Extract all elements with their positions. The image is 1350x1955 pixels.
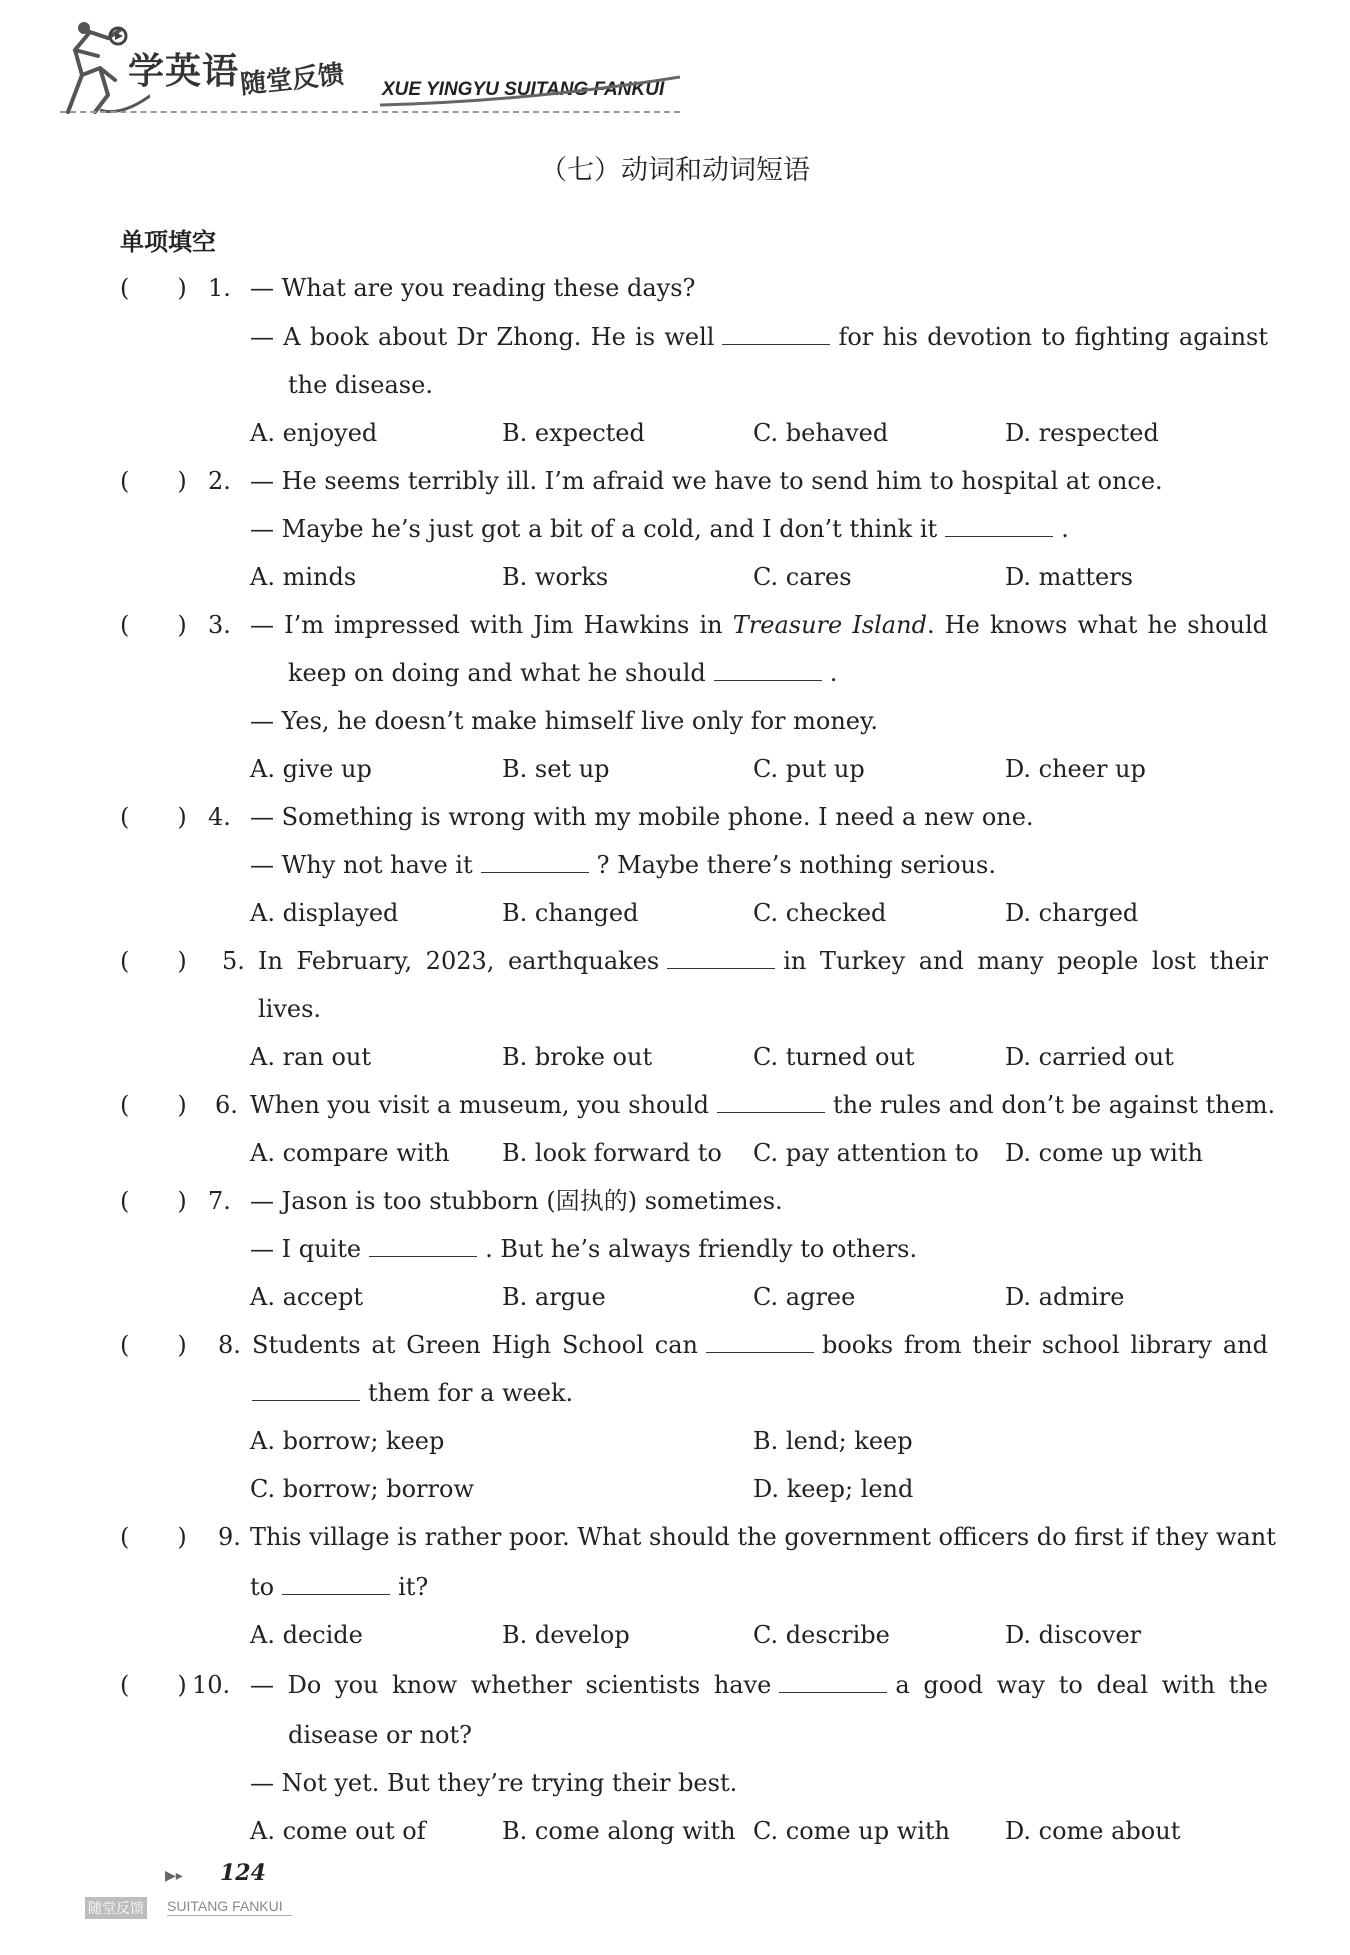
option-b[interactable]: B. lend; keep: [753, 1427, 913, 1455]
option-b[interactable]: B. works: [502, 563, 609, 591]
brand-title: 学英语: [128, 51, 240, 92]
question-text: — What are you reading these days?: [250, 274, 696, 302]
footer-rule: [167, 1915, 292, 1916]
question-text: — Do you know whether scientists have a good way to deal with the: [250, 1671, 1269, 1699]
option-b[interactable]: B. expected: [502, 419, 645, 447]
option-d[interactable]: D. cheer up: [1005, 755, 1146, 783]
option-a[interactable]: A. come out of: [250, 1817, 426, 1845]
option-c[interactable]: C. turned out: [753, 1043, 915, 1071]
option-c[interactable]: C. borrow; borrow: [250, 1475, 474, 1503]
option-d[interactable]: D. admire: [1005, 1283, 1125, 1311]
question-number: 6.: [215, 1091, 238, 1119]
brand-pinyin: XUE YINGYU SUITANG FANKUI: [382, 79, 665, 100]
option-c[interactable]: C. cares: [753, 563, 852, 591]
question-text: the disease.: [288, 371, 433, 399]
option-a[interactable]: A. minds: [250, 563, 357, 591]
question-number: 5.: [222, 947, 245, 975]
question-text: Students at Green High School can books from their school library and: [252, 1331, 1268, 1359]
answer-bracket[interactable]: ( ): [120, 467, 187, 495]
option-c[interactable]: C. checked: [753, 899, 887, 927]
page-footer: [85, 1860, 335, 1920]
header-divider: [60, 111, 680, 113]
option-c[interactable]: C. agree: [753, 1283, 856, 1311]
question-text: lives.: [258, 995, 322, 1023]
option-a[interactable]: A. displayed: [250, 899, 399, 927]
answer-bracket[interactable]: ( ): [120, 274, 187, 302]
question-number: 10.: [192, 1671, 231, 1699]
answer-bracket[interactable]: ( ): [120, 803, 187, 831]
answer-blank[interactable]: [706, 1330, 814, 1353]
option-d[interactable]: D. come about: [1005, 1817, 1181, 1845]
answer-bracket[interactable]: ( ): [120, 1187, 187, 1215]
option-a[interactable]: A. enjoyed: [250, 419, 378, 447]
question-text: This village is rather poor. What should the government officers do first if they want: [250, 1523, 1276, 1551]
question-text: — Maybe he’s just got a bit of a cold, and I don’t think it .: [250, 515, 1069, 543]
answer-blank[interactable]: [252, 1378, 360, 1401]
question-text: disease or not?: [288, 1721, 472, 1749]
option-c[interactable]: C. behaved: [753, 419, 889, 447]
question-number: 7.: [208, 1187, 231, 1215]
option-b[interactable]: B. set up: [502, 755, 610, 783]
question-text: — Yes, he doesn’t make himself live only for money.: [250, 707, 878, 735]
swoosh-decoration: [380, 71, 680, 111]
option-a[interactable]: A. accept: [250, 1283, 363, 1311]
book-title: Treasure Island: [732, 611, 927, 639]
option-d[interactable]: D. keep; lend: [753, 1475, 914, 1503]
question-text: In February, 2023, earthquakes in Turkey and many people lost their: [258, 947, 1268, 975]
option-d[interactable]: D. carried out: [1005, 1043, 1174, 1071]
answer-blank[interactable]: [714, 658, 822, 681]
option-d[interactable]: D. charged: [1005, 899, 1139, 927]
answer-bracket[interactable]: ( ): [120, 611, 187, 639]
question-number: 8.: [218, 1331, 241, 1359]
section-heading: 单项填空: [120, 228, 216, 256]
question-number: 3.: [208, 611, 231, 639]
question-text: — I’m impressed with Jim Hawkins in Treasure Island. He knows what he should: [250, 611, 1269, 639]
answer-blank[interactable]: [779, 1670, 887, 1693]
question-text: keep on doing and what he should .: [288, 659, 838, 687]
footer-label: 随堂反馈: [85, 1897, 147, 1919]
option-d[interactable]: D. discover: [1005, 1621, 1142, 1649]
question-number: 4.: [208, 803, 231, 831]
option-b[interactable]: B. develop: [502, 1621, 630, 1649]
answer-blank[interactable]: [667, 946, 775, 969]
option-b[interactable]: B. changed: [502, 899, 639, 927]
option-a[interactable]: A. ran out: [250, 1043, 372, 1071]
option-a[interactable]: A. give up: [250, 755, 372, 783]
question-text: — Something is wrong with my mobile phone. I need a new one.: [250, 803, 1034, 831]
option-c[interactable]: C. describe: [753, 1621, 890, 1649]
page-title: （七）动词和动词短语: [540, 155, 810, 186]
question-text: — I quite . But he’s always friendly to others.: [250, 1235, 918, 1263]
option-b[interactable]: B. argue: [502, 1283, 606, 1311]
option-b[interactable]: B. broke out: [502, 1043, 653, 1071]
option-b[interactable]: B. look forward to: [502, 1139, 722, 1167]
question-text: to it?: [250, 1573, 429, 1601]
answer-bracket[interactable]: ( ): [120, 1091, 187, 1119]
question-number: 1.: [208, 274, 231, 302]
page-number: 124: [220, 1860, 266, 1886]
question-text: — He seems terribly ill. I’m afraid we have to send him to hospital at once.: [250, 467, 1163, 495]
answer-blank[interactable]: [717, 1090, 825, 1113]
option-d[interactable]: D. matters: [1005, 563, 1133, 591]
question-text: — Not yet. But they’re trying their best.: [250, 1769, 738, 1797]
question-text: them for a week.: [252, 1378, 573, 1408]
answer-bracket[interactable]: ( ): [120, 1671, 187, 1699]
answer-bracket[interactable]: ( ): [120, 1523, 187, 1551]
answer-bracket[interactable]: ( ): [120, 1331, 187, 1359]
answer-blank[interactable]: [481, 850, 589, 873]
question-text: — Jason is too stubborn (固执的) sometimes.: [250, 1187, 783, 1215]
question-text: When you visit a museum, you should the rules and don’t be against them.: [250, 1091, 1276, 1119]
option-a[interactable]: A. decide: [250, 1621, 363, 1649]
answer-blank[interactable]: [722, 322, 830, 345]
question-number: 9.: [218, 1523, 241, 1551]
option-d[interactable]: D. come up with: [1005, 1139, 1203, 1167]
option-c[interactable]: C. come up with: [753, 1817, 951, 1845]
answer-blank[interactable]: [282, 1572, 390, 1595]
option-b[interactable]: B. come along with: [502, 1817, 736, 1845]
question-text: — Why not have it ? Maybe there’s nothing serious.: [250, 851, 996, 879]
brand-subtitle: 随堂反馈: [238, 59, 346, 101]
answer-blank[interactable]: [369, 1234, 477, 1257]
answer-blank[interactable]: [945, 514, 1053, 537]
option-a[interactable]: A. compare with: [250, 1139, 450, 1167]
footer-label-en: SUITANG FANKUI: [167, 1898, 283, 1914]
page-header: [60, 15, 680, 115]
play-arrows-icon: ▶▸: [165, 1868, 183, 1884]
question-number: 2.: [208, 467, 231, 495]
option-c[interactable]: C. put up: [753, 755, 865, 783]
option-a[interactable]: A. borrow; keep: [250, 1427, 445, 1455]
question-text: — A book about Dr Zhong. He is well for his devotion to fighting against: [250, 323, 1268, 351]
option-c[interactable]: C. pay attention to: [753, 1139, 979, 1167]
option-d[interactable]: D. respected: [1005, 419, 1159, 447]
answer-bracket[interactable]: ( ): [120, 947, 187, 975]
